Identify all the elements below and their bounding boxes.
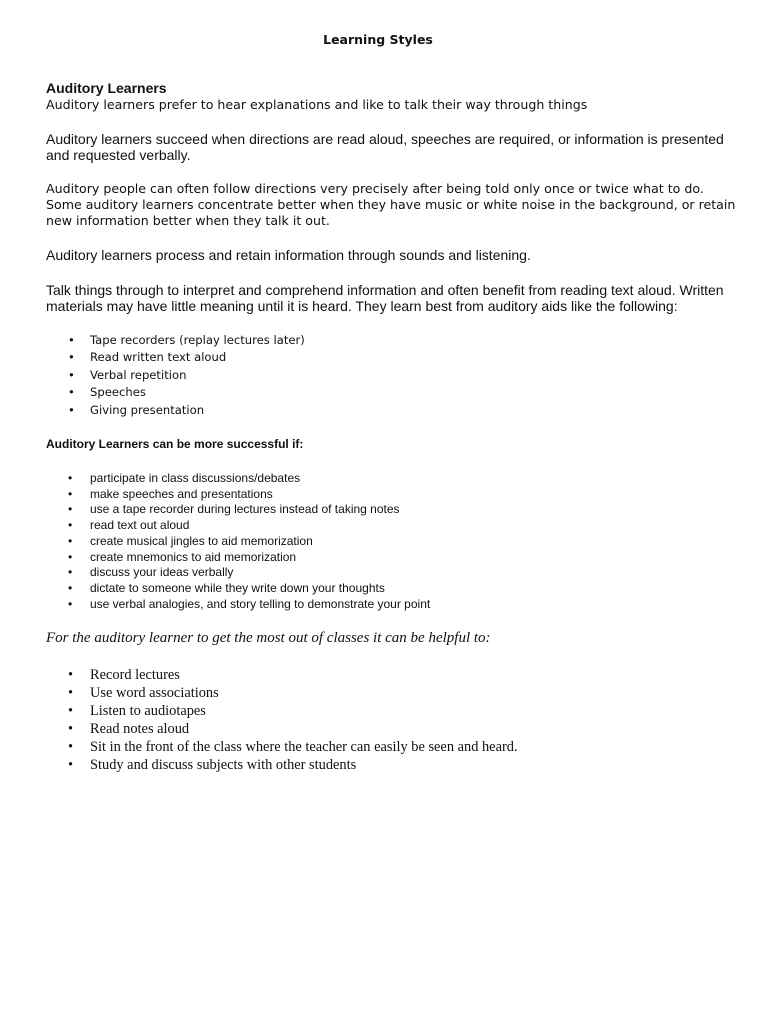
list-item — [46, 597, 430, 613]
bullet-icon: • — [68, 333, 75, 347]
bullet-icon: • — [68, 350, 75, 365]
list-item-text: Verbal repetition — [90, 367, 187, 382]
list-item — [46, 550, 430, 566]
classes-intro: For the auditory learner to get the most out of classes it can be helpful to: — [46, 630, 491, 646]
paragraph-succeed: Auditory learners succeed when directions are read aloud, speeches are required, or information is presented and requested verbally. — [46, 131, 724, 163]
list-item-text: Speeches — [90, 385, 146, 400]
list-item-text: create musical jingles to aid memorization — [90, 533, 313, 548]
list-item — [46, 756, 518, 774]
bullet-icon: • — [68, 471, 73, 485]
list-item — [46, 565, 430, 581]
bullet-icon: • — [68, 739, 74, 755]
bullet-icon: • — [68, 565, 73, 580]
page-title: Learning Styles — [323, 32, 433, 47]
list-item — [46, 702, 518, 720]
list-item-text: Read written text aloud — [90, 350, 227, 365]
paragraph-process: Auditory learners process and retain information through sounds and listening. — [46, 247, 531, 263]
bullet-icon: • — [68, 721, 74, 737]
list-item — [46, 720, 518, 738]
list-item-text: use a tape recorder during lectures instead of taking notes — [90, 502, 400, 517]
bullet-icon: • — [68, 703, 74, 719]
list-item — [46, 518, 430, 534]
aids-list — [46, 332, 305, 419]
list-item — [46, 534, 430, 550]
bullet-icon: • — [68, 486, 73, 501]
list-item — [46, 684, 518, 702]
list-item — [46, 384, 305, 401]
bullet-icon: • — [68, 533, 73, 548]
list-item-text: make speeches and presentations — [90, 486, 273, 501]
success-list — [46, 471, 430, 612]
list-item-text: Giving presentation — [90, 402, 205, 417]
list-item — [46, 402, 305, 419]
bullet-icon: • — [68, 596, 73, 611]
list-item — [46, 471, 430, 487]
bullet-icon: • — [68, 402, 75, 417]
list-item-text: Study and discuss subjects with other students — [90, 757, 357, 773]
list-item-text: use verbal analogies, and story telling to demonstrate your point — [90, 596, 431, 611]
list-item — [46, 367, 305, 384]
bullet-icon: • — [68, 549, 73, 564]
list-item-text: Record lectures — [90, 667, 180, 683]
paragraph-talk-through: Talk things through to interpret and comprehend information and often benefit from reading text aloud. Written materials may have little meaning until it is heard. They learn best from auditory aids like the following: — [46, 282, 724, 314]
list-item-text: dictate to someone while they write down your thoughts — [90, 580, 385, 595]
paragraph-intro: Auditory learners prefer to hear explanations and like to talk their way through things — [46, 97, 588, 112]
bullet-icon: • — [68, 385, 75, 400]
list-item-text: Sit in the front of the class where the teacher can easily be seen and heard. — [90, 739, 518, 755]
list-item-text: read text out aloud — [90, 518, 190, 533]
list-item — [46, 666, 518, 684]
list-item-text: discuss your ideas verbally — [90, 565, 234, 580]
bullet-icon: • — [68, 685, 74, 701]
bullet-icon: • — [68, 367, 75, 382]
bullet-icon: • — [68, 580, 73, 595]
list-item — [46, 581, 430, 597]
list-item-text: create mnemonics to aid memorization — [90, 549, 297, 564]
list-item-text: participate in class discussions/debates — [90, 471, 301, 485]
list-item-text: Read notes aloud — [90, 721, 190, 737]
paragraph-directions: Auditory people can often follow directions very precisely after being told only once or twice what to do. Some auditory learners concentrate better when they have music or white noise in the background, or retain new information better when they talk it out. — [46, 181, 736, 228]
list-item — [46, 349, 305, 366]
section-heading: Auditory Learners — [46, 80, 167, 96]
list-item — [46, 487, 430, 503]
bullet-icon: • — [68, 667, 74, 683]
bullet-icon: • — [68, 502, 73, 517]
classes-list — [46, 666, 518, 774]
list-item — [46, 332, 305, 349]
list-item — [46, 502, 430, 518]
bullet-icon: • — [68, 757, 74, 773]
list-item-text: Use word associations — [90, 685, 219, 701]
bullet-icon: • — [68, 518, 73, 533]
list-item-text: Tape recorders (replay lectures later) — [90, 333, 305, 347]
list-item-text: Listen to audiotapes — [90, 703, 206, 719]
list-item — [46, 738, 518, 756]
success-heading: Auditory Learners can be more successful if: — [46, 437, 304, 451]
